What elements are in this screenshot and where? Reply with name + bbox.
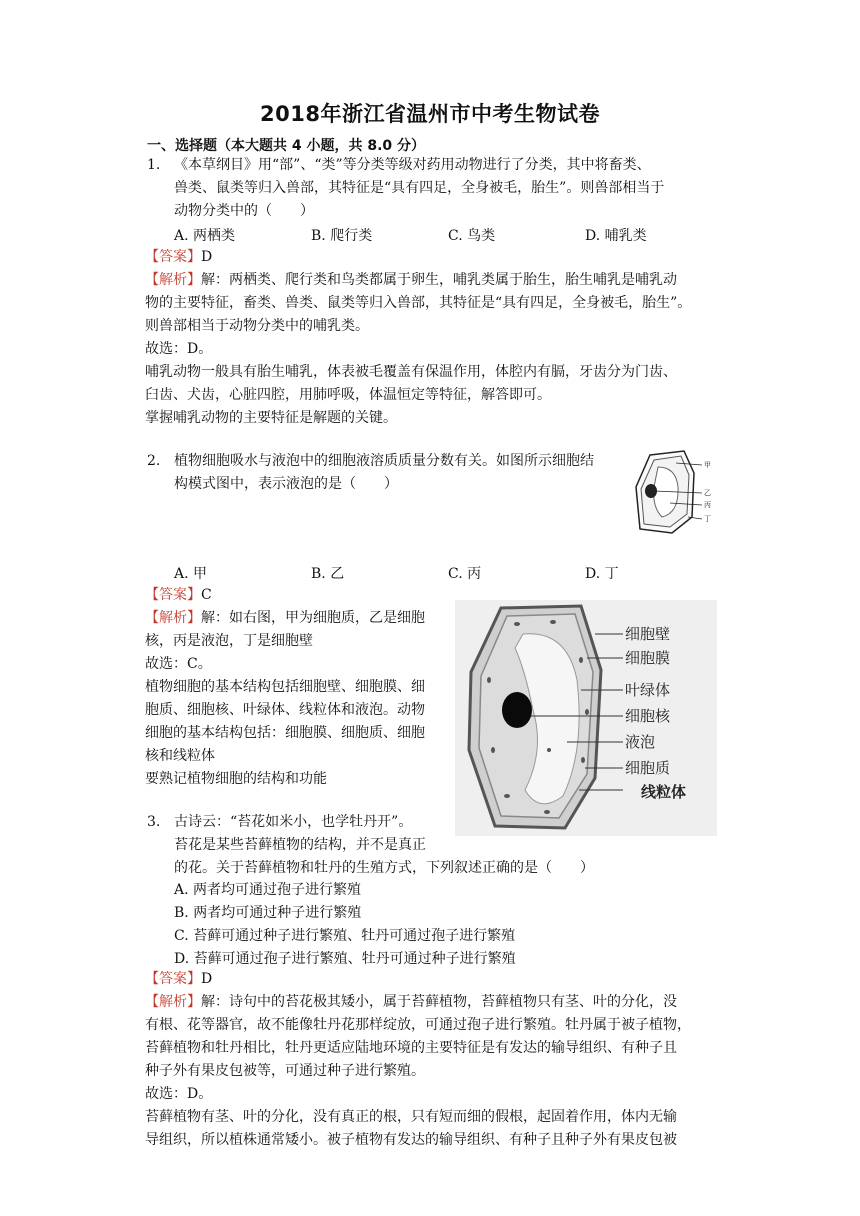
q1-answer [145,246,212,268]
q2-analysis-line: 核和线粒体 [145,748,215,764]
q2-number: 2. [147,453,161,469]
q3-stem-line: 古诗云：“苔花如米小，也学牡丹开”。 [174,814,413,830]
q1-analysis-line: 物的主要特征，畜类、兽类、鼠类等归入兽部，其特征是“具有四足，全身被毛，胎生”。 [145,295,692,311]
q1-stem-line: 动物分类中的（ ） [174,203,314,219]
analysis-tag: 【解析】 [145,610,201,626]
q3-option-b: B. 两者均可通过种子进行繁殖 [174,905,362,921]
q2-analysis-line: 细胞的基本结构包括：细胞膜、细胞质、细胞 [145,725,425,741]
answer-value: C [201,587,212,603]
plant-cell-diagram [455,600,717,836]
q3-option-d: D. 苔藓可通过孢子进行繁殖、牡丹可通过种子进行繁殖 [174,951,516,967]
q2-analysis-line: 故选：C。 [145,656,212,672]
q3-stem-line: 苔花是某些苔藓植物的结构，并不是真正 [174,837,426,853]
big-fig-label: 细胞核 [625,707,671,725]
q3-number: 3. [147,814,161,830]
section-heading: 一、选择题（本大题共 4 小题，共 8.0 分） [147,138,426,154]
q1-stem-line: 《本草纲目》用“部”、“类”等分类等级对药用动物进行了分类，其中将畜类、 [174,157,651,173]
q2-option-b: B. 乙 [311,566,345,582]
small-fig-label: 丙 [704,501,711,509]
q1-analysis-line: 臼齿、犬齿，心脏四腔，用肺呼吸，体温恒定等特征，解答即可。 [145,387,551,403]
q1-analysis-line [145,269,677,291]
q2-analysis-line: 要熟记植物细胞的结构和功能 [145,771,327,787]
q1-analysis-line: 哺乳动物一般具有胎生哺乳，体表被毛覆盖有保温作用，体腔内有膈，牙齿分为门齿、 [145,364,677,380]
answer-value: D [201,249,213,265]
q3-analysis-line: 种子外有果皮包被等，可通过种子进行繁殖。 [145,1063,425,1079]
answer-value: D [201,971,213,987]
q3-option-a: A. 两者均可通过孢子进行繁殖 [174,882,362,898]
q1-option-c: C. 鸟类 [448,228,496,244]
q1-analysis-line: 掌握哺乳动物的主要特征是解题的关键。 [145,410,397,426]
q3-analysis-line: 导组织，所以植株通常矮小。被子植物有发达的输导组织、有种子且种子外有果皮包被 [145,1132,677,1148]
q1-number: 1. [147,157,161,173]
analysis-text: 解：两栖类、爬行类和鸟类都属于卵生，哺乳类属于胎生，胎生哺乳是哺乳动 [201,272,677,288]
big-fig-label: 叶绿体 [625,681,671,699]
q2-stem-line: 构模式图中，表示液泡的是（ ） [174,476,398,492]
q2-stem-line: 植物细胞吸水与液泡中的细胞液溶质质量分数有关。如图所示细胞结 [174,453,594,469]
answer-tag: 【答案】 [145,971,201,987]
small-fig-label: 乙 [704,489,711,497]
q3-stem-line: 的花。关于苔藓植物和牡丹的生殖方式，下列叙述正确的是（ ） [174,860,594,876]
big-fig-label: 液泡 [625,733,656,751]
q3-analysis-line: 苔藓植物有茎、叶的分化，没有真正的根，只有短而细的假根，起固着作用，体内无输 [145,1109,677,1125]
q2-option-a: A. 甲 [174,566,208,582]
q2-analysis-line [145,607,425,629]
analysis-text: 解：如右图，甲为细胞质，乙是细胞 [201,610,425,626]
q3-analysis-line: 苔藓植物和牡丹相比，牡丹更适应陆地环境的主要特征是有发达的输导组织、有种子且 [145,1040,677,1056]
q3-analysis-line: 有根、花等器官，故不能像牡丹花那样绽放，可通过孢子进行繁殖。牡丹属于被子植物， [145,1017,691,1033]
q1-analysis-line: 故选：D。 [145,341,213,357]
q3-option-c: C. 苔藓可通过种子进行繁殖、牡丹可通过孢子进行繁殖 [174,928,516,944]
page-title: 2018年浙江省温州市中考生物试卷 [260,102,600,126]
q3-analysis-line: 故选：D。 [145,1086,213,1102]
q2-analysis-line: 植物细胞的基本结构包括细胞壁、细胞膜、细 [145,679,425,695]
q1-stem-line: 兽类、鼠类等归入兽部，其特征是“具有四足，全身被毛，胎生”。则兽部相当于 [174,180,665,196]
answer-tag: 【答案】 [145,587,201,603]
q3-answer [145,968,212,990]
answer-tag: 【答案】 [145,249,201,265]
small-cell-diagram [632,447,720,537]
small-fig-label: 丁 [704,515,711,523]
q2-option-c: C. 丙 [448,566,482,582]
big-fig-label: 细胞壁 [625,625,671,643]
q2-option-d: D. 丁 [585,566,619,582]
q1-option-d: D. 哺乳类 [585,228,647,244]
big-fig-label: 细胞质 [625,759,671,777]
analysis-tag: 【解析】 [145,994,201,1010]
q2-analysis-line: 胞质、细胞核、叶绿体、线粒体和液泡。动物 [145,702,425,718]
q2-answer [145,584,212,606]
q2-analysis-line: 核，丙是液泡，丁是细胞壁 [145,633,313,649]
q1-option-b: B. 爬行类 [311,228,373,244]
q3-analysis-line [145,991,677,1013]
small-fig-label: 甲 [704,461,711,469]
q1-option-a: A. 两栖类 [174,228,236,244]
q1-analysis-line: 则兽部相当于动物分类中的哺乳类。 [145,318,369,334]
big-fig-label: 细胞膜 [625,649,671,667]
big-fig-label: 线粒体 [641,783,687,801]
analysis-tag: 【解析】 [145,272,201,288]
analysis-text: 解：诗句中的苔花极其矮小，属于苔藓植物，苔藓植物只有茎、叶的分化，没 [201,994,677,1010]
